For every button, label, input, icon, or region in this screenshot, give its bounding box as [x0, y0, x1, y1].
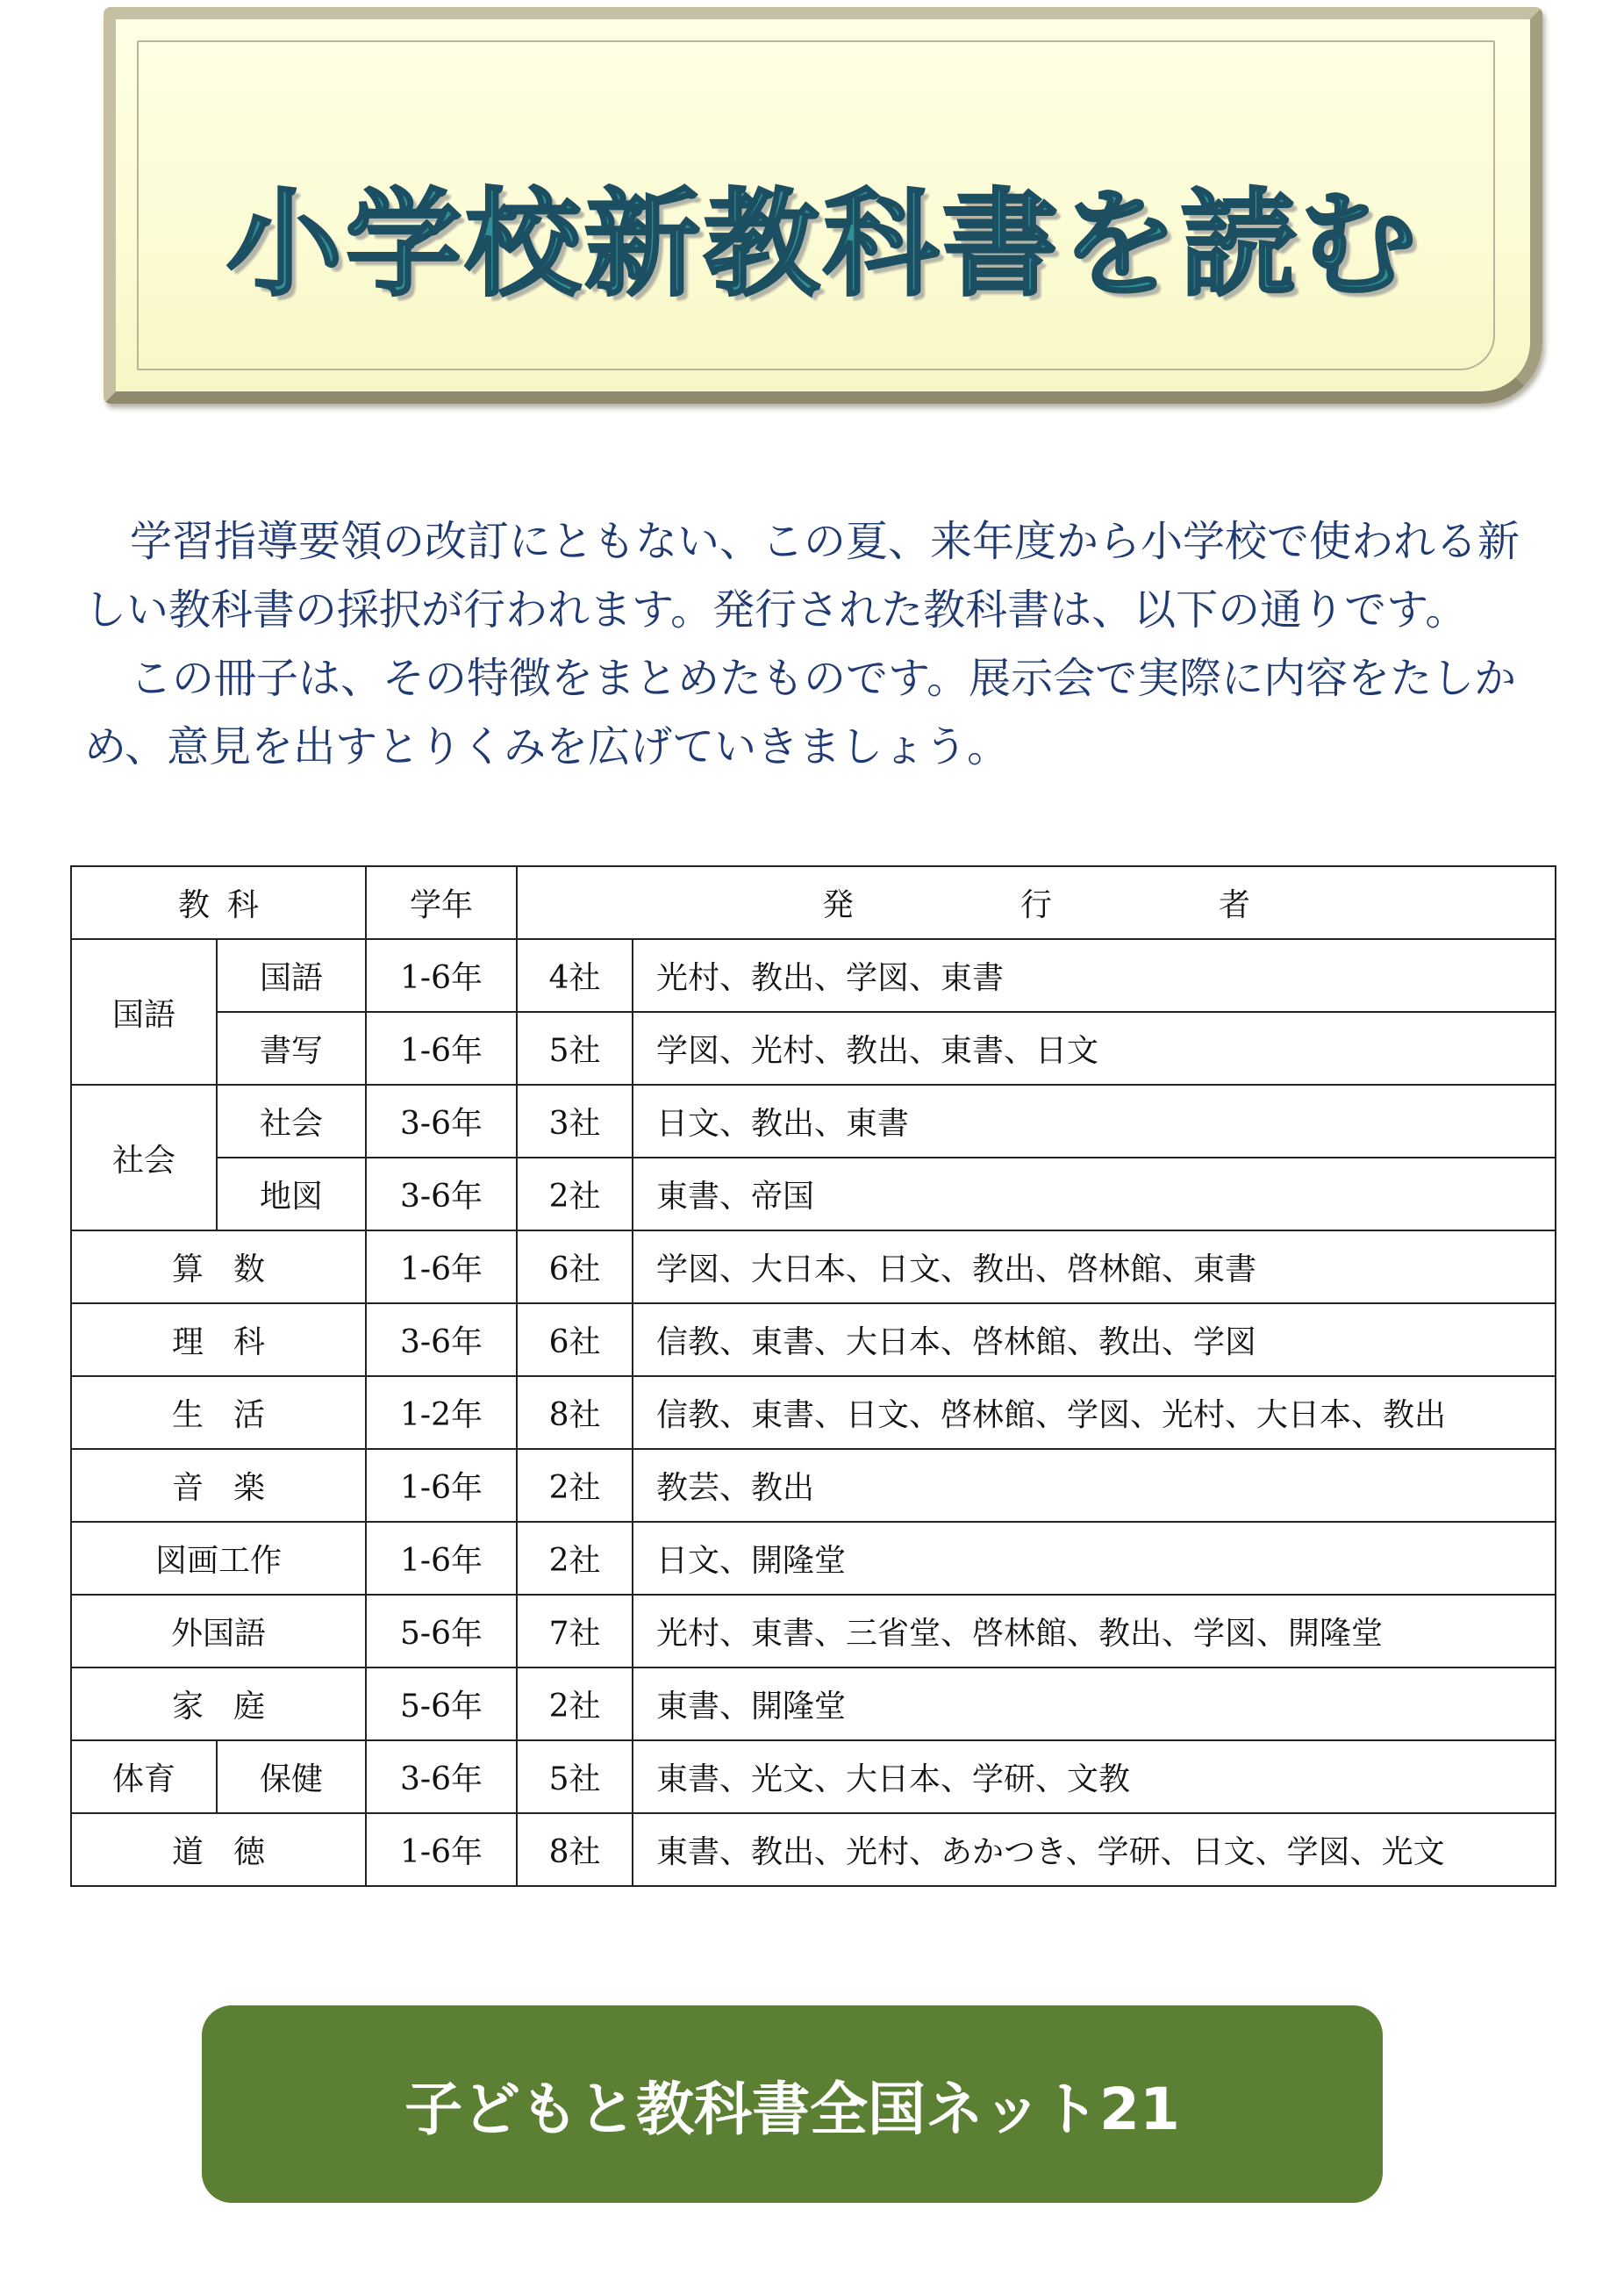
count-cell: 5社	[517, 1740, 633, 1813]
grade-cell: 1-6年	[366, 939, 517, 1012]
publishers-cell: 東書、教出、光村、あかつき、学研、日文、学図、光文	[633, 1813, 1556, 1886]
count-cell: 2社	[517, 1449, 633, 1522]
subject-cell: 体育	[71, 1740, 217, 1813]
sub-subject-cell: 書写	[217, 1012, 366, 1085]
count-cell: 2社	[517, 1667, 633, 1740]
organization-name: 子どもと教科書全国ネット21	[404, 2076, 1180, 2143]
title-banner	[104, 7, 1542, 404]
table-row	[71, 1303, 1556, 1376]
textbook-publisher-table	[70, 865, 1556, 1887]
subject-cell: 道徳	[71, 1813, 366, 1886]
count-cell: 4社	[517, 939, 633, 1012]
table-row	[71, 1085, 1556, 1158]
subject-cell: 算数	[71, 1230, 366, 1303]
subject-cell: 音楽	[71, 1449, 366, 1522]
publishers-cell: 学図、光村、教出、東書、日文	[633, 1012, 1556, 1085]
grade-cell: 5-6年	[366, 1667, 517, 1740]
organization-box	[202, 2005, 1383, 2203]
publishers-cell: 信教、東書、大日本、啓林館、教出、学図	[633, 1303, 1556, 1376]
count-cell: 7社	[517, 1595, 633, 1667]
subject-cell: 生活	[71, 1376, 366, 1449]
sub-subject-cell: 保健	[217, 1740, 366, 1813]
grade-cell: 1-6年	[366, 1012, 517, 1085]
publishers-cell: 日文、教出、東書	[633, 1085, 1556, 1158]
grade-cell: 3-6年	[366, 1158, 517, 1230]
sub-subject-cell: 地図	[217, 1158, 366, 1230]
grade-cell: 5-6年	[366, 1595, 517, 1667]
sub-subject-cell: 国語	[217, 939, 366, 1012]
header-publisher: 発行者	[517, 866, 1556, 939]
count-cell: 8社	[517, 1376, 633, 1449]
grade-cell: 1-6年	[366, 1449, 517, 1522]
table-row	[71, 1012, 1556, 1085]
table-row	[71, 1230, 1556, 1303]
table-row	[71, 1595, 1556, 1667]
count-cell: 6社	[517, 1303, 633, 1376]
publishers-cell: 教芸、教出	[633, 1449, 1556, 1522]
count-cell: 8社	[517, 1813, 633, 1886]
grade-cell: 3-6年	[366, 1303, 517, 1376]
table-row	[71, 1158, 1556, 1230]
table-header-row	[71, 866, 1556, 939]
publishers-cell: 学図、大日本、日文、教出、啓林館、東書	[633, 1230, 1556, 1303]
subject-cell: 社会	[71, 1085, 217, 1230]
intro-paragraph-2: この冊子は、その特徴をまとめたものです。展示会で実際に内容をたしかめ、意見を出すとりくみを広げていきましょう。	[84, 654, 1517, 771]
table-row	[71, 1449, 1556, 1522]
grade-cell: 1-6年	[366, 1522, 517, 1595]
grade-cell: 3-6年	[366, 1085, 517, 1158]
count-cell: 5社	[517, 1012, 633, 1085]
intro-paragraph-1: 学習指導要領の改訂にともない、この夏、来年度から小学校で使われる新しい教科書の採択が行われます。発行された教科書は、以下の通りです。	[84, 517, 1520, 635]
subject-cell: 外国語	[71, 1595, 366, 1667]
count-cell: 2社	[517, 1522, 633, 1595]
publishers-cell: 東書、開隆堂	[633, 1667, 1556, 1740]
count-cell: 3社	[517, 1085, 633, 1158]
subject-cell: 家庭	[71, 1667, 366, 1740]
grade-cell: 1-2年	[366, 1376, 517, 1449]
count-cell: 2社	[517, 1158, 633, 1230]
publishers-cell: 東書、光文、大日本、学研、文教	[633, 1740, 1556, 1813]
table-row	[71, 1376, 1556, 1449]
intro-text	[84, 507, 1558, 781]
subject-cell: 国語	[71, 939, 217, 1085]
page-title: 小学校新教科書を読む	[226, 177, 1420, 312]
grade-cell: 1-6年	[366, 1813, 517, 1886]
subject-cell: 理科	[71, 1303, 366, 1376]
grade-cell: 1-6年	[366, 1230, 517, 1303]
grade-cell: 3-6年	[366, 1740, 517, 1813]
publishers-cell: 東書、帝国	[633, 1158, 1556, 1230]
table-row	[71, 1667, 1556, 1740]
publishers-cell: 日文、開隆堂	[633, 1522, 1556, 1595]
publishers-cell: 光村、教出、学図、東書	[633, 939, 1556, 1012]
header-subject: 教科	[71, 866, 366, 939]
sub-subject-cell: 社会	[217, 1085, 366, 1158]
publishers-cell: 信教、東書、日文、啓林館、学図、光村、大日本、教出	[633, 1376, 1556, 1449]
subject-cell: 図画工作	[71, 1522, 366, 1595]
count-cell: 6社	[517, 1230, 633, 1303]
table-row	[71, 1522, 1556, 1595]
table-row	[71, 1813, 1556, 1886]
table-row	[71, 939, 1556, 1012]
header-grade: 学年	[366, 866, 517, 939]
table-row	[71, 1740, 1556, 1813]
publishers-cell: 光村、東書、三省堂、啓林館、教出、学図、開隆堂	[633, 1595, 1556, 1667]
